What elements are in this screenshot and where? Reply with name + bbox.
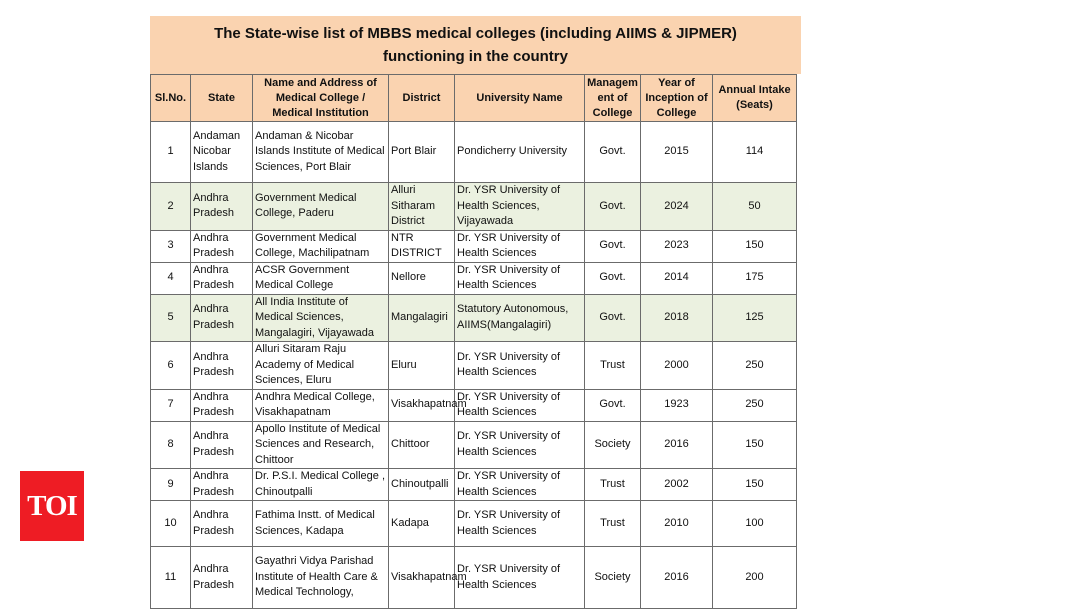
cell-state: Andhra Pradesh	[191, 230, 253, 262]
cell-management: Govt.	[585, 230, 641, 262]
cell-district: Port Blair	[389, 122, 455, 183]
cell-college-name: ACSR Government Medical College	[253, 262, 389, 294]
cell-intake: 150	[713, 421, 797, 469]
table-row	[151, 122, 797, 183]
cell-university: Dr. YSR University of Health Sciences	[455, 389, 585, 421]
cell-district: Nellore	[389, 262, 455, 294]
cell-college-name: Alluri Sitaram Raju Academy of Medical Sciences, Eluru	[253, 342, 389, 390]
cell-university: Dr. YSR University of Health Sciences	[455, 547, 585, 609]
cell-intake: 250	[713, 389, 797, 421]
cell-intake: 114	[713, 122, 797, 183]
cell-university: Dr. YSR University of Health Sciences	[455, 230, 585, 262]
cell-university: Dr. YSR University of Health Sciences	[455, 501, 585, 547]
cell-slno: 9	[151, 469, 191, 501]
cell-management: Govt.	[585, 389, 641, 421]
cell-slno: 11	[151, 547, 191, 609]
table-row	[151, 501, 797, 547]
cell-management: Trust	[585, 342, 641, 390]
cell-slno: 8	[151, 421, 191, 469]
toi-logo: TOI	[20, 471, 84, 541]
cell-district: Mangalagiri	[389, 294, 455, 342]
cell-college-name: Gayathri Vidya Parishad Institute of Health Care & Medical Technology,	[253, 547, 389, 609]
cell-slno: 5	[151, 294, 191, 342]
cell-intake: 200	[713, 547, 797, 609]
cell-college-name: Apollo Institute of Medical Sciences and Research, Chittoor	[253, 421, 389, 469]
cell-college-name: All India Institute of Medical Sciences, Mangalagiri, Vijayawada	[253, 294, 389, 342]
cell-slno: 7	[151, 389, 191, 421]
cell-state: Andhra Pradesh	[191, 421, 253, 469]
cell-intake: 175	[713, 262, 797, 294]
table-row	[151, 230, 797, 262]
cell-intake: 125	[713, 294, 797, 342]
cell-university: Pondicherry University	[455, 122, 585, 183]
header-year: Year of Inception of College	[641, 75, 713, 122]
cell-year: 2023	[641, 230, 713, 262]
table-row	[151, 342, 797, 390]
cell-year: 2000	[641, 342, 713, 390]
cell-intake: 250	[713, 342, 797, 390]
cell-slno: 1	[151, 122, 191, 183]
header-management: Managem ent of College	[585, 75, 641, 122]
cell-university: Statutory Autonomous, AIIMS(Mangalagiri)	[455, 294, 585, 342]
table-row	[151, 421, 797, 469]
cell-district: Alluri Sitharam District	[389, 183, 455, 231]
table-row	[151, 547, 797, 609]
cell-university: Dr. YSR University of Health Sciences, Vijayawada	[455, 183, 585, 231]
cell-management: Trust	[585, 469, 641, 501]
cell-university: Dr. YSR University of Health Sciences	[455, 262, 585, 294]
cell-slno: 2	[151, 183, 191, 231]
cell-year: 2015	[641, 122, 713, 183]
cell-management: Society	[585, 421, 641, 469]
cell-district: Kadapa	[389, 501, 455, 547]
header-slno: Sl.No.	[151, 75, 191, 122]
cell-state: Andhra Pradesh	[191, 547, 253, 609]
cell-state: Andhra Pradesh	[191, 389, 253, 421]
cell-college-name: Government Medical College, Machilipatnam	[253, 230, 389, 262]
cell-state: Andhra Pradesh	[191, 183, 253, 231]
cell-management: Govt.	[585, 183, 641, 231]
table-header-row	[151, 75, 797, 122]
cell-year: 2018	[641, 294, 713, 342]
cell-university: Dr. YSR University of Health Sciences	[455, 342, 585, 390]
cell-management: Trust	[585, 501, 641, 547]
cell-college-name: Andhra Medical College, Visakhapatnam	[253, 389, 389, 421]
cell-state: Andaman Nicobar Islands	[191, 122, 253, 183]
header-college-name: Name and Address of Medical College / Medical Institution	[253, 75, 389, 122]
header-district: District	[389, 75, 455, 122]
title-line-2: functioning in the country	[383, 48, 568, 65]
cell-year: 2014	[641, 262, 713, 294]
cell-intake: 100	[713, 501, 797, 547]
document-page	[150, 16, 801, 609]
cell-slno: 3	[151, 230, 191, 262]
cell-intake: 150	[713, 230, 797, 262]
header-state: State	[191, 75, 253, 122]
cell-management: Govt.	[585, 294, 641, 342]
header-university: University Name	[455, 75, 585, 122]
table-row	[151, 389, 797, 421]
cell-slno: 6	[151, 342, 191, 390]
cell-state: Andhra Pradesh	[191, 262, 253, 294]
cell-district: NTR DISTRICT	[389, 230, 455, 262]
cell-year: 2016	[641, 421, 713, 469]
cell-intake: 50	[713, 183, 797, 231]
cell-year: 1923	[641, 389, 713, 421]
cell-college-name: Fathima Instt. of Medical Sciences, Kadapa	[253, 501, 389, 547]
cell-management: Govt.	[585, 262, 641, 294]
cell-slno: 4	[151, 262, 191, 294]
cell-state: Andhra Pradesh	[191, 294, 253, 342]
cell-year: 2010	[641, 501, 713, 547]
cell-state: Andhra Pradesh	[191, 501, 253, 547]
cell-year: 2016	[641, 547, 713, 609]
title-line-1: The State-wise list of MBBS medical colleges (including AIIMS & JIPMER)	[214, 25, 737, 42]
cell-state: Andhra Pradesh	[191, 342, 253, 390]
cell-university: Dr. YSR University of Health Sciences	[455, 469, 585, 501]
cell-state: Andhra Pradesh	[191, 469, 253, 501]
cell-management: Govt.	[585, 122, 641, 183]
cell-district: Chittoor	[389, 421, 455, 469]
cell-year: 2002	[641, 469, 713, 501]
cell-management: Society	[585, 547, 641, 609]
cell-slno: 10	[151, 501, 191, 547]
cell-district: Visakhapatnam	[389, 547, 455, 609]
cell-college-name: Dr. P.S.I. Medical College , Chinoutpalli	[253, 469, 389, 501]
colleges-table	[150, 74, 797, 609]
cell-intake: 150	[713, 469, 797, 501]
table-row	[151, 183, 797, 231]
cell-district: Eluru	[389, 342, 455, 390]
table-row	[151, 294, 797, 342]
header-intake: Annual Intake (Seats)	[713, 75, 797, 122]
table-row	[151, 262, 797, 294]
cell-district: Chinoutpalli	[389, 469, 455, 501]
cell-college-name: Andaman & Nicobar Islands Institute of Medical Sciences, Port Blair	[253, 122, 389, 183]
cell-year: 2024	[641, 183, 713, 231]
cell-college-name: Government Medical College, Paderu	[253, 183, 389, 231]
cell-district: Visakhapatnam	[389, 389, 455, 421]
document-title	[150, 16, 801, 74]
table-row	[151, 469, 797, 501]
cell-university: Dr. YSR University of Health Sciences	[455, 421, 585, 469]
